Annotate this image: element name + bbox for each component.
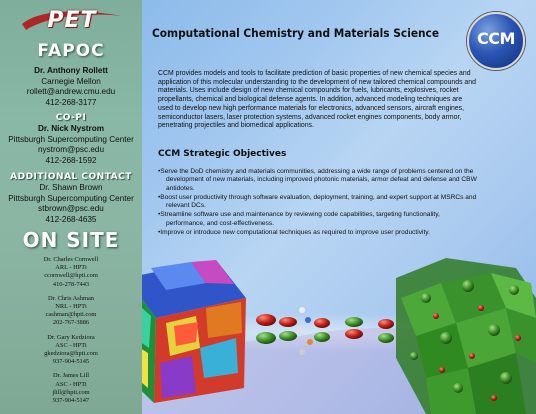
- contact-phone: 412-268-4635: [45, 214, 97, 224]
- onsite-heading: ON SITE: [22, 228, 120, 252]
- list-item: •Serve the DoD chemistry and materials communities, addressing a wide range of problems centered on the development of new materials, including improved photonic materials, armor defeat and defense and CBW antidotes.: [158, 168, 477, 192]
- contact-name: Dr. Shawn Brown: [39, 183, 103, 192]
- contact-email[interactable]: jlill@hpti.com: [52, 388, 90, 396]
- contact-org: ASC - HPTi: [55, 380, 87, 388]
- contact-name: Dr. Gary Kedziora: [47, 333, 95, 341]
- contact-name: Dr. Chris Ashman: [48, 294, 94, 302]
- intro-paragraph: CCM provides models and tools to facilitate prediction of basic properties of new chemical species and application of this molecular understanding to the development of new tailored chemical compounds and materials. Uses include design of new chemical compounds for fuels, lubricants, explosives, rocket propellants, chemical and biological defense agents. In addition, advanced modeling techniques are used to develop new high performance materials for electronics, advanced sensors, aircraft engines, semiconductor lasers, laser protection systems, advanced rocket engines components, body armor, penetrating projectiles and biomedical applications.: [158, 70, 476, 130]
- fapoc-contact: [0, 66, 142, 108]
- onsite-person: [0, 295, 142, 328]
- onsite-person: [0, 372, 142, 405]
- copi-heading: CO-PI: [55, 113, 87, 123]
- contact-phone: 410-278-7443: [52, 280, 90, 288]
- contact-org: ARL - HPTi: [55, 264, 87, 272]
- additional-contact-heading: ADDITIONAL CONTACT: [10, 172, 132, 182]
- copi-contact: [0, 124, 142, 166]
- list-item: •Streamline software use and maintenance by reviewing code capabilities, targeting functionality, performance, and cost-effectiveness.: [158, 211, 440, 227]
- ccm-badge-text: CCM: [477, 29, 515, 48]
- list-item: •Boost user productivity through software evaluation, deployment, training, and expert support at MSRCs and relevant DCs.: [158, 193, 477, 210]
- objectives-list: [158, 168, 480, 238]
- ccm-badge: [467, 12, 525, 70]
- contact-email[interactable]: stbrown@psc.edu: [38, 204, 104, 213]
- onsite-person: [0, 256, 142, 289]
- fapoc-heading: FAPOC: [37, 41, 105, 61]
- contact-phone: 412-268-3177: [45, 97, 97, 107]
- contact-org: Pittsburgh Supercomputing Center: [8, 193, 134, 203]
- contact-email[interactable]: nystrom@psc.edu: [37, 145, 105, 154]
- contact-name: Dr. James Lill: [52, 372, 90, 380]
- contact-phone: 937-904-5147: [52, 397, 90, 405]
- contact-sidebar: [0, 0, 142, 414]
- list-item: •Improve or introduce new computational techniques as required to improve user productivity.: [158, 229, 430, 237]
- onsite-list: [0, 256, 142, 411]
- contact-phone: 937-904-5145: [52, 358, 90, 366]
- contact-email[interactable]: cashman@hpti.com: [45, 311, 97, 319]
- contact-org: ASC - HPTi: [55, 341, 87, 349]
- contact-email[interactable]: rollett@andrew.cmu.edu: [26, 87, 116, 96]
- page-title: Computational Chemistry and Materials Science: [152, 26, 440, 40]
- contact-phone: 202-767-3886: [52, 319, 90, 327]
- contact-org: Pittsburgh Supercomputing Center: [8, 134, 134, 144]
- contact-name: Dr. Anthony Rollett: [34, 66, 108, 75]
- additional-contact: [0, 183, 142, 225]
- objectives-heading: CCM Strategic Objectives: [158, 149, 287, 159]
- molecular-illustration: [96, 238, 536, 414]
- contact-phone: 412-268-1592: [45, 155, 97, 165]
- pet-logo: [18, 6, 126, 36]
- contact-name: Dr. Nick Nystrom: [38, 124, 104, 133]
- onsite-person: [0, 334, 142, 367]
- logo-text: PET: [47, 8, 97, 33]
- contact-name: Dr. Charles Cornwell: [43, 256, 99, 263]
- contact-org: NRL - HPTi: [55, 303, 87, 311]
- contact-email[interactable]: ccornwell@hpti.com: [44, 272, 98, 280]
- contact-email[interactable]: gkedziora@hpti.com: [44, 350, 98, 358]
- contact-org: Carnegie Mellon: [41, 76, 101, 86]
- green-polyhedra-crystal: [396, 258, 536, 414]
